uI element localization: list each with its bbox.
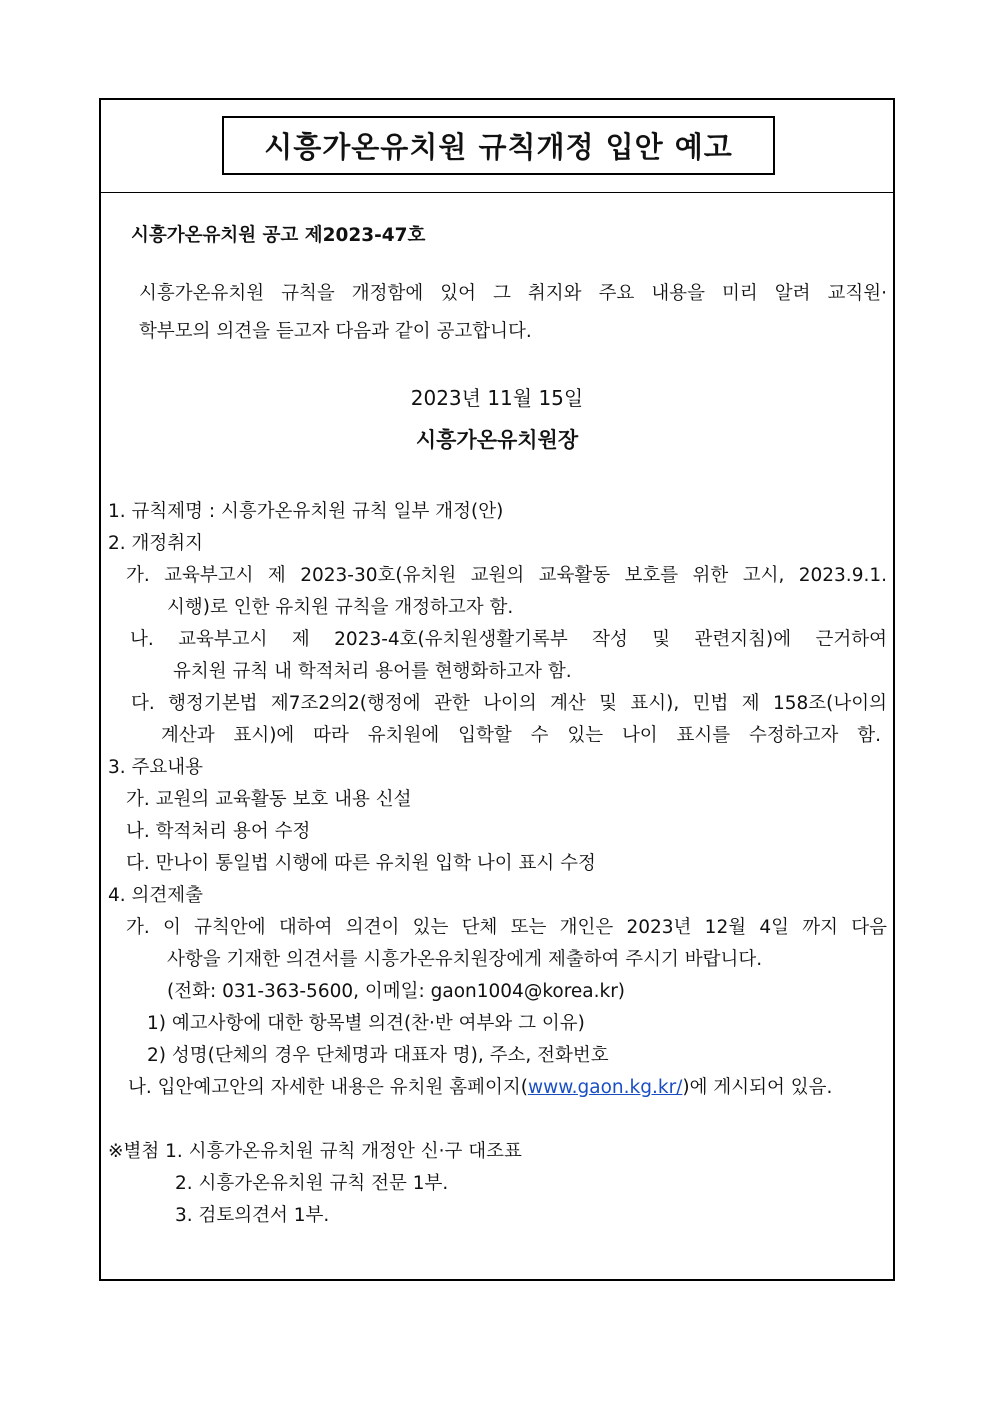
document-title: 시흥가온유치원 규칙개정 입안 예고 bbox=[222, 116, 775, 175]
section-2-item-c-line-1: 다. 행정기본법 제7조2의2(행정에 관한 나이의 계산 및 표시), 민법 제 158조(나이의 bbox=[131, 693, 887, 714]
notice-date: 2023년 11월 15일 bbox=[410, 386, 584, 410]
title-row bbox=[101, 100, 893, 193]
notice-frame bbox=[99, 98, 895, 1281]
section-4-title: 4. 의견제출 bbox=[108, 885, 204, 906]
section-2-item-b-line-1: 나. 교육부고시 제 2023-4호(유치원생활기록부 작성 및 관련지침)에 근거하여 bbox=[130, 629, 887, 650]
section-2-item-b-line-2: 유치원 규칙 내 학적처리 용어를 현행화하고자 함. bbox=[173, 661, 572, 682]
attachment-1: ※별첨 1. 시흥가온유치원 규칙 개정안 신·구 대조표 bbox=[108, 1141, 522, 1162]
section-2-item-a-line-1: 가. 교육부고시 제 2023-30호(유치원 교원의 교육활동 보호를 위한 고시, 2023.9.1. bbox=[126, 565, 887, 586]
intro-line-1: 시흥가온유치원 규칙을 개정함에 있어 그 취지와 주요 내용을 미리 알려 교직원· bbox=[139, 283, 887, 304]
section-4-item-b bbox=[128, 1076, 832, 1100]
section-4-item-b-suffix: )에 게시되어 있음. bbox=[682, 1077, 833, 1098]
section-4-item-b-prefix: 나. 입안예고안의 자세한 내용은 유치원 홈페이지( bbox=[128, 1077, 528, 1098]
attachment-3: 3. 검토의견서 1부. bbox=[175, 1205, 330, 1226]
section-4-item-a-line-2: 사항을 기재한 의견서를 시흥가온유치원장에게 제출하여 주시기 바랍니다. bbox=[167, 949, 763, 970]
intro-line-2: 학부모의 의견을 듣고자 다음과 같이 공고합니다. bbox=[139, 321, 532, 342]
section-2-item-a-line-2: 시행)로 인한 유치원 규칙을 개정하고자 함. bbox=[167, 597, 514, 618]
section-2-item-c-line-2: 계산과 표시)에 따라 유치원에 입학할 수 있는 나이 표시를 수정하고자 함. bbox=[161, 725, 881, 746]
section-4-item-a-line-1: 가. 이 규칙안에 대하여 의견이 있는 단체 또는 개인은 2023년 12월 4일 까지 다음 bbox=[126, 917, 887, 938]
section-3-item-a: 가. 교원의 교육활동 보호 내용 신설 bbox=[126, 789, 412, 810]
section-3-item-c: 다. 만나이 통일법 시행에 따른 유치원 입학 나이 표시 수정 bbox=[126, 853, 596, 874]
section-4-subitem-2: 2) 성명(단체의 경우 단체명과 대표자 명), 주소, 전화번호 bbox=[147, 1045, 609, 1066]
section-3-title: 3. 주요내용 bbox=[108, 757, 204, 778]
attachment-2: 2. 시흥가온유치원 규칙 전문 1부. bbox=[175, 1173, 449, 1194]
issuer: 시흥가온유치원장 bbox=[415, 428, 579, 452]
section-1: 1. 규칙제명 : 시흥가온유치원 규칙 일부 개정(안) bbox=[108, 501, 504, 522]
section-3-item-b: 나. 학적처리 용어 수정 bbox=[126, 821, 311, 842]
homepage-link[interactable]: www.gaon.kg.kr/ bbox=[527, 1077, 683, 1098]
notice-number: 시흥가온유치원 공고 제2023-47호 bbox=[131, 225, 426, 246]
section-2-title: 2. 개정취지 bbox=[108, 533, 204, 554]
section-4-subitem-1: 1) 예고사항에 대한 항목별 의견(찬·반 여부와 그 이유) bbox=[147, 1013, 585, 1034]
contact-info: (전화: 031-363-5600, 이메일: gaon1004@korea.kr) bbox=[167, 981, 626, 1002]
